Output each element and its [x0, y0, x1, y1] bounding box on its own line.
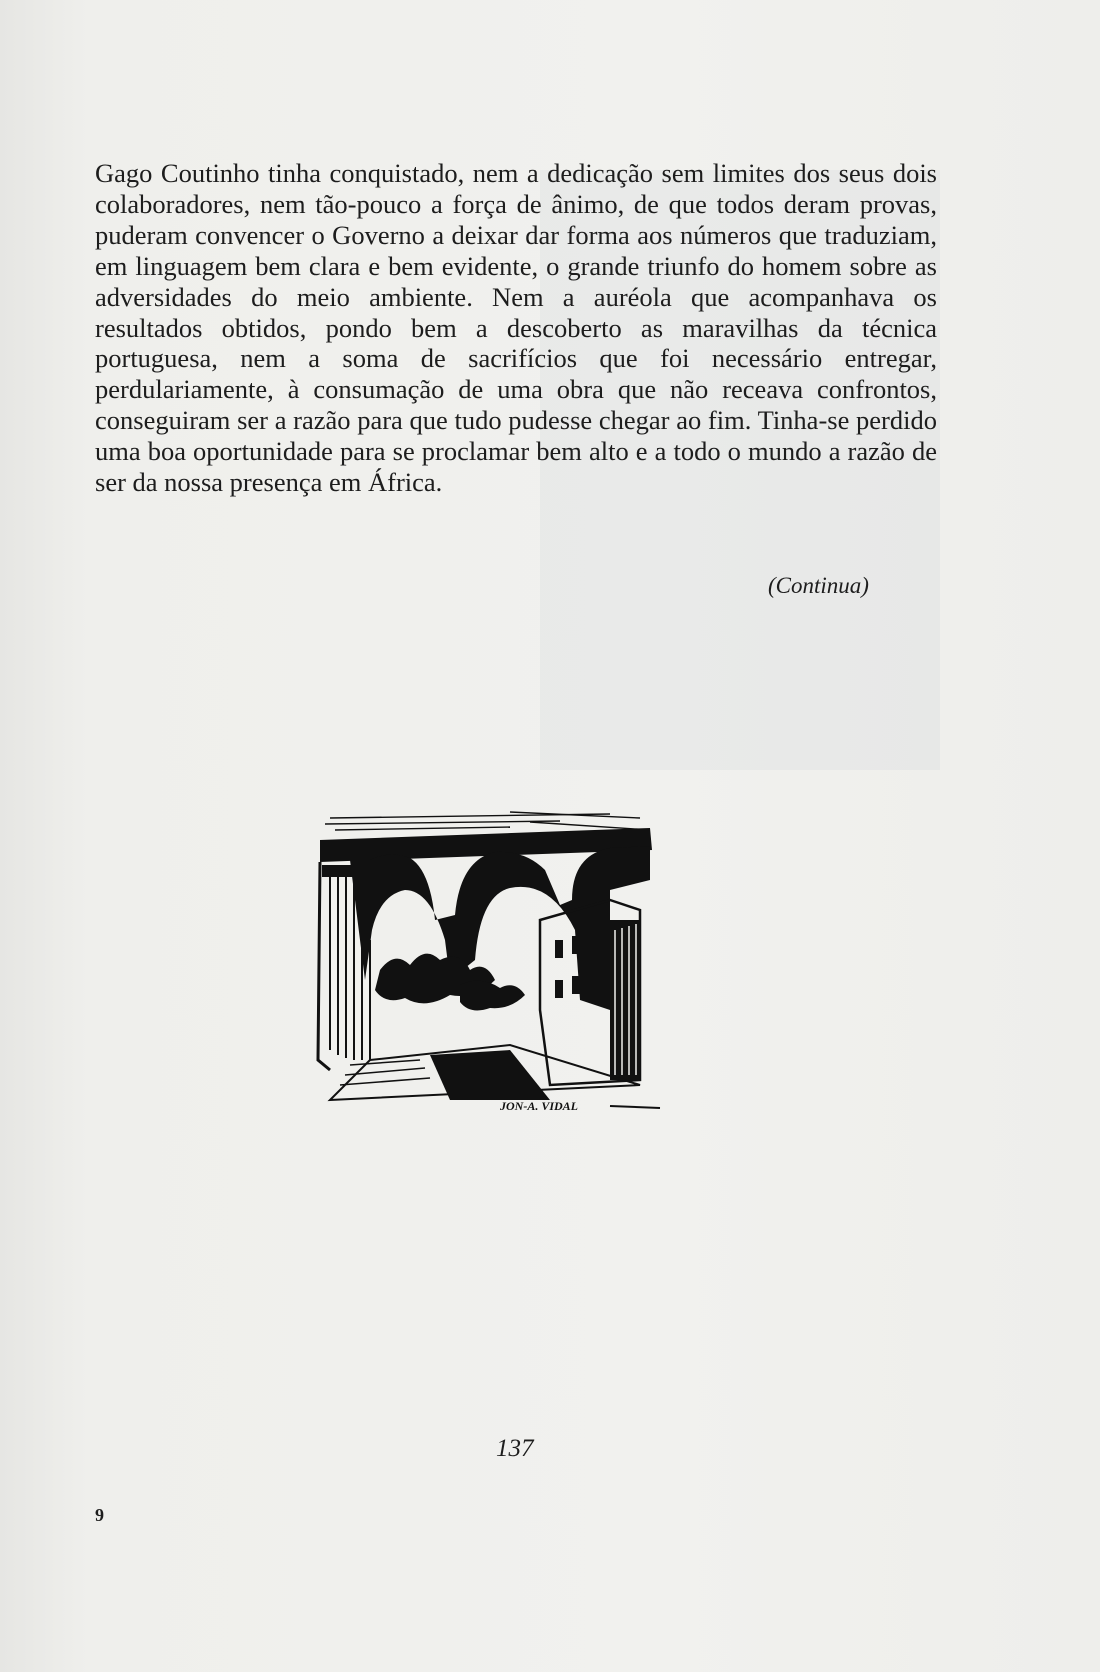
printer-signature-mark: 9 [95, 1505, 104, 1525]
continuation-note: (Continua) [768, 573, 869, 598]
aqueduct-illustration [310, 810, 670, 1115]
body-paragraph: Gago Coutinho tinha conquistado, nem a dedicação sem limites dos seus dois colaboradores, nem tão-pouco a força de ânimo, de que todos deram provas, puderam convencer o Governo a deixar dar forma aos números que traduziam, em linguagem bem clara e bem evidente, o grande triunfo do homem sobre as adversidades do meio ambiente. Nem a auréola que acompanhava os resultados obtidos, pondo bem a descoberto as maravilhas da técnica portuguesa, nem a soma de sacrifícios que foi necessário entregar, perdulariamente, à consumação de uma obra que não receava confrontos, conseguiram ser a razão para que tudo pudesse chegar ao fim. Tinha-se perdido uma boa oportunidade para se proclamar bem alto e a todo o mundo a razão de ser da nossa presença em África. [95, 158, 937, 498]
artist-signature: JON-A. VIDAL [500, 1099, 579, 1113]
page-number: 137 [496, 1435, 534, 1462]
